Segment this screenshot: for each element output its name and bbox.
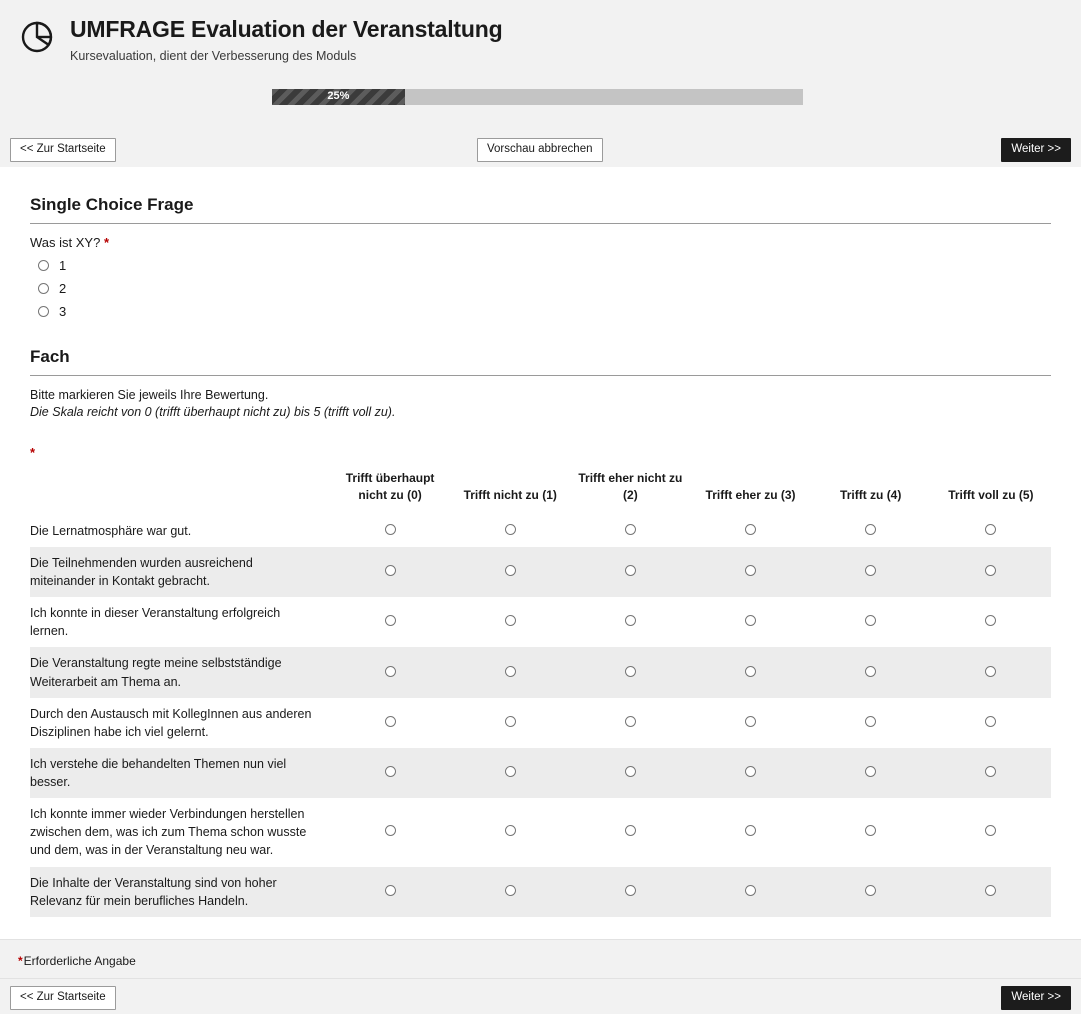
divider [30,375,1051,376]
radio-button-icon[interactable] [505,885,516,896]
matrix-radio-cell[interactable] [931,867,1051,917]
matrix-radio-cell[interactable] [570,515,690,547]
radio-button-icon[interactable] [865,565,876,576]
matrix-row [30,698,1051,748]
matrix-row-label: Die Lernatmosphäre war gut. [30,523,192,538]
matrix-radio-cell[interactable] [330,597,450,647]
top-navigation-bar [0,131,1081,167]
matrix-row-label: Durch den Austausch mit KollegInnen aus anderen Disziplinen habe ich viel gelernt. [30,706,312,739]
matrix-radio-cell[interactable] [931,698,1051,748]
back-to-start-button-bottom[interactable]: << Zur Startseite [10,986,116,1010]
radio-button-icon[interactable] [865,666,876,677]
radio-button-icon[interactable] [38,306,49,317]
radio-button-icon[interactable] [745,524,756,535]
radio-button-icon[interactable] [385,766,396,777]
radio-button-icon[interactable] [505,825,516,836]
radio-button-icon[interactable] [985,885,996,896]
progress-label: 25% [327,90,350,102]
cancel-preview-button[interactable]: Vorschau abbrechen [477,138,603,162]
required-legend-text: Erforderliche Angabe [23,953,136,968]
matrix-row [30,748,1051,798]
matrix-row-label: Ich verstehe die behandelten Themen nun viel besser. [30,756,287,790]
matrix-radio-cell[interactable] [330,798,450,866]
matrix-instruction-secondary: Die Skala reicht von 0 (trifft überhaupt nicht zu) bis 5 (trifft voll zu). [30,405,396,419]
matrix-radio-cell[interactable] [811,597,931,647]
matrix-row-label: Ich konnte immer wieder Verbindungen herstellen zwischen dem, was ich zum Thema schon wusste und dem, was in der Veranstaltung neu war. [30,807,307,858]
matrix-radio-cell[interactable] [811,698,931,748]
radio-option-label: 2 [59,281,67,296]
radio-button-icon[interactable] [745,666,756,677]
radio-button-icon[interactable] [985,666,996,677]
matrix-radio-cell[interactable] [931,748,1051,798]
matrix-body [30,515,1051,917]
radio-button-icon[interactable] [745,885,756,896]
matrix-row [30,867,1051,917]
matrix-radio-cell[interactable] [931,647,1051,697]
matrix-radio-cell[interactable] [450,515,570,547]
radio-button-icon[interactable] [625,716,636,727]
radio-button-icon[interactable] [865,766,876,777]
matrix-radio-cell[interactable] [570,698,690,748]
matrix-radio-cell[interactable] [931,515,1051,547]
radio-button-icon[interactable] [865,524,876,535]
divider [30,223,1051,224]
radio-button-icon[interactable] [625,766,636,777]
radio-button-icon[interactable] [745,766,756,777]
matrix-row [30,597,1051,647]
matrix-column-header: Trifft zu (4) [840,488,902,503]
matrix-radio-cell[interactable] [570,647,690,697]
matrix-radio-cell[interactable] [570,798,690,866]
radio-button-icon[interactable] [385,666,396,677]
radio-button-icon[interactable] [625,565,636,576]
radio-button-icon[interactable] [865,615,876,626]
matrix-radio-cell[interactable] [570,547,690,597]
radio-button-icon[interactable] [745,716,756,727]
matrix-radio-cell[interactable] [931,597,1051,647]
radio-button-icon[interactable] [625,885,636,896]
matrix-radio-cell[interactable] [570,748,690,798]
matrix-required-marker: * [30,445,36,460]
single-choice-section [30,195,1051,319]
page-subtitle: Kursevaluation, dient der Verbesserung des Moduls [70,49,357,64]
matrix-radio-cell[interactable] [931,547,1051,597]
radio-button-icon[interactable] [985,524,996,535]
matrix-radio-cell[interactable] [690,867,810,917]
single-choice-question [30,235,1051,250]
matrix-radio-cell[interactable] [450,698,570,748]
radio-button-icon[interactable] [38,260,49,271]
matrix-radio-cell[interactable] [450,597,570,647]
bottom-navigation-bar [0,978,1081,1014]
radio-button-icon[interactable] [505,716,516,727]
radio-button-icon[interactable] [505,615,516,626]
matrix-radio-cell[interactable] [330,748,450,798]
radio-button-icon[interactable] [625,615,636,626]
radio-button-icon[interactable] [985,615,996,626]
next-button-top[interactable]: Weiter >> [1001,138,1071,162]
progress-bar [272,89,405,105]
radio-button-icon[interactable] [865,885,876,896]
radio-button-icon[interactable] [385,524,396,535]
radio-option-label: 3 [59,304,67,319]
radio-button-icon[interactable] [505,766,516,777]
radio-option[interactable] [38,304,1051,319]
required-legend [0,939,1081,978]
page-header [0,0,1081,131]
radio-button-icon[interactable] [985,766,996,777]
matrix-radio-cell[interactable] [330,867,450,917]
matrix-radio-cell[interactable] [330,647,450,697]
matrix-radio-cell[interactable] [811,647,931,697]
matrix-radio-cell[interactable] [330,547,450,597]
matrix-radio-cell[interactable] [811,547,931,597]
radio-option[interactable] [38,281,1051,296]
matrix-radio-cell[interactable] [690,547,810,597]
page-title: UMFRAGE Evaluation der Veranstaltung [70,16,503,42]
required-marker: * [103,235,110,250]
matrix-radio-cell[interactable] [570,597,690,647]
matrix-column-header: Trifft eher nicht zu (2) [578,471,683,503]
back-to-start-button-top[interactable]: << Zur Startseite [10,138,116,162]
matrix-radio-cell[interactable] [450,547,570,597]
radio-button-icon[interactable] [985,716,996,727]
single-choice-options [30,258,1051,319]
radio-button-icon[interactable] [505,666,516,677]
matrix-row-label: Die Veranstaltung regte meine selbstständige Weiterarbeit am Thema an. [30,656,282,689]
radio-button-icon[interactable] [625,524,636,535]
matrix-radio-cell[interactable] [570,867,690,917]
progress-track [272,89,803,105]
matrix-radio-cell[interactable] [450,867,570,917]
matrix-row [30,515,1051,547]
matrix-section-title: Fach [30,347,70,366]
matrix-row-label: Die Teilnehmenden wurden ausreichend miteinander in Kontakt gebracht. [30,555,253,589]
matrix-radio-cell[interactable] [811,798,931,866]
bottom-spacer [0,1014,1081,1028]
radio-button-icon[interactable] [385,615,396,626]
matrix-radio-cell[interactable] [690,647,810,697]
matrix-radio-cell[interactable] [450,647,570,697]
matrix-section [30,347,1051,917]
matrix-radio-cell[interactable] [690,698,810,748]
next-button-bottom[interactable]: Weiter >> [1001,986,1071,1010]
radio-option[interactable] [38,258,1051,273]
radio-button-icon[interactable] [745,825,756,836]
matrix-row [30,647,1051,697]
matrix-radio-cell[interactable] [330,515,450,547]
single-choice-section-title: Single Choice Frage [30,195,194,214]
matrix-row-label: Die Inhalte der Veranstaltung sind von hoher Relevanz für mein berufliches Handeln. [30,875,277,908]
matrix-header-row [30,466,1051,515]
matrix-column-header: Trifft nicht zu (1) [463,488,557,503]
matrix-row-label: Ich konnte in dieser Veranstaltung erfolgreich lernen. [30,606,281,639]
matrix-column-header: Trifft eher zu (3) [705,488,796,503]
matrix-radio-cell[interactable] [811,748,931,798]
matrix-row [30,547,1051,597]
radio-button-icon[interactable] [385,716,396,727]
matrix-radio-cell[interactable] [931,798,1051,866]
single-choice-question-text: Was ist XY? [30,235,101,250]
radio-button-icon[interactable] [865,716,876,727]
radio-button-icon[interactable] [38,283,49,294]
matrix-radio-cell[interactable] [811,867,931,917]
survey-content [0,195,1081,917]
matrix-radio-cell[interactable] [450,798,570,866]
radio-button-icon[interactable] [745,565,756,576]
matrix-radio-cell[interactable] [690,515,810,547]
radio-button-icon[interactable] [985,565,996,576]
radio-button-icon[interactable] [625,825,636,836]
radio-option-label: 1 [59,258,67,273]
radio-button-icon[interactable] [385,565,396,576]
matrix-instruction-primary: Bitte markieren Sie jeweils Ihre Bewertung. [30,388,269,402]
matrix-column-header: Trifft voll zu (5) [948,488,1034,503]
matrix-column-header: Trifft überhaupt nicht zu (0) [345,471,435,503]
matrix-radio-cell[interactable] [690,597,810,647]
matrix-corner-cell [30,466,330,515]
radio-button-icon[interactable] [505,565,516,576]
matrix-radio-cell[interactable] [690,798,810,866]
pie-chart-icon [18,18,56,56]
radio-button-icon[interactable] [865,825,876,836]
radio-button-icon[interactable] [625,666,636,677]
required-marker: * [18,953,23,968]
matrix-radio-cell[interactable] [330,698,450,748]
rating-matrix [30,466,1051,917]
radio-button-icon[interactable] [745,615,756,626]
matrix-radio-cell[interactable] [450,748,570,798]
matrix-radio-cell[interactable] [811,515,931,547]
radio-button-icon[interactable] [385,825,396,836]
radio-button-icon[interactable] [985,825,996,836]
matrix-radio-cell[interactable] [690,748,810,798]
matrix-row [30,798,1051,866]
radio-button-icon[interactable] [505,524,516,535]
radio-button-icon[interactable] [385,885,396,896]
